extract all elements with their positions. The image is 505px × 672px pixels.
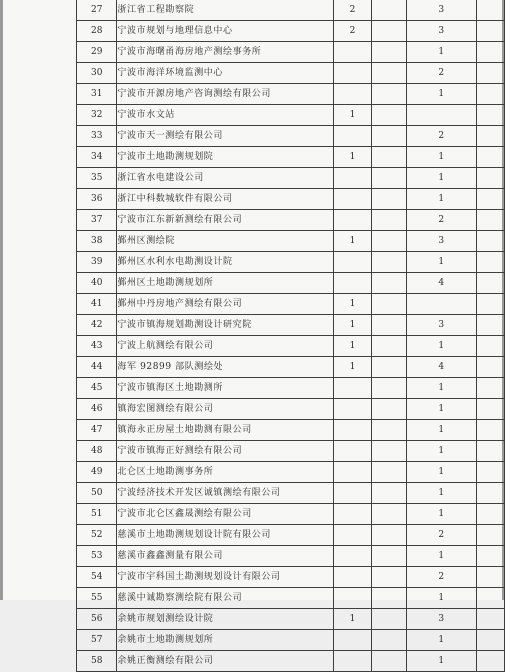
count-c: 4 — [406, 357, 476, 378]
row-number: 58 — [77, 651, 117, 672]
count-b — [371, 651, 406, 672]
count-a — [334, 63, 371, 84]
count-a: 1 — [334, 336, 371, 357]
count-a — [334, 252, 371, 273]
count-a: 1 — [334, 357, 371, 378]
count-d — [476, 378, 504, 399]
count-d — [476, 168, 504, 189]
row-number: 57 — [77, 630, 117, 651]
table-row — [77, 357, 505, 378]
unit-name: 余姚正衡测绘有限公司 — [117, 651, 334, 672]
table-row — [77, 315, 505, 336]
row-number: 49 — [77, 462, 117, 483]
table-row — [77, 504, 505, 525]
table-row — [77, 126, 505, 147]
count-c: 1 — [406, 483, 476, 504]
count-c: 1 — [406, 336, 476, 357]
row-number: 29 — [77, 42, 117, 63]
table-row — [77, 525, 505, 546]
table-row — [77, 42, 505, 63]
count-b — [371, 42, 406, 63]
table-row — [77, 399, 505, 420]
count-b — [371, 294, 406, 315]
count-d — [476, 651, 504, 672]
count-d — [476, 357, 504, 378]
count-c: 3 — [406, 231, 476, 252]
unit-name: 余姚市规划测绘设计院 — [117, 609, 334, 630]
count-a — [334, 420, 371, 441]
count-d — [476, 315, 504, 336]
count-b — [371, 504, 406, 525]
count-d — [476, 147, 504, 168]
unit-name: 慈溪市鑫鑫测量有限公司 — [117, 546, 334, 567]
table-row — [77, 546, 505, 567]
row-number: 36 — [77, 189, 117, 210]
table-row — [77, 84, 505, 105]
count-c: 2 — [406, 126, 476, 147]
count-d — [476, 504, 504, 525]
count-b — [371, 441, 406, 462]
table-row — [77, 588, 505, 609]
unit-name: 宁波市镇海正好测绘有限公司 — [117, 441, 334, 462]
count-b — [371, 546, 406, 567]
count-d — [476, 210, 504, 231]
row-number: 54 — [77, 567, 117, 588]
row-number: 33 — [77, 126, 117, 147]
row-number: 40 — [77, 273, 117, 294]
count-c: 1 — [406, 420, 476, 441]
count-c: 1 — [406, 588, 476, 609]
count-c: 1 — [406, 378, 476, 399]
count-a — [334, 441, 371, 462]
table-row — [77, 21, 505, 42]
unit-name: 海军 92899 部队测绘处 — [117, 357, 334, 378]
table-row — [77, 147, 505, 168]
row-number: 56 — [77, 609, 117, 630]
count-c: 1 — [406, 84, 476, 105]
unit-name: 鄞州区土地勘测规划所 — [117, 273, 334, 294]
count-b — [371, 21, 406, 42]
count-b — [371, 462, 406, 483]
count-b — [371, 378, 406, 399]
unit-name: 宁波市镇海区土地勘测所 — [117, 378, 334, 399]
count-b — [371, 63, 406, 84]
row-number: 32 — [77, 105, 117, 126]
count-c: 3 — [406, 0, 476, 21]
table-row — [77, 231, 505, 252]
table-row — [77, 273, 505, 294]
unit-name: 宁波市海洋环境监测中心 — [117, 63, 334, 84]
unit-name: 宁波市水文站 — [117, 105, 334, 126]
count-a — [334, 126, 371, 147]
unit-name: 宁波市宇科国土勘测规划设计有限公司 — [117, 567, 334, 588]
row-number: 55 — [77, 588, 117, 609]
count-b — [371, 420, 406, 441]
count-b — [371, 525, 406, 546]
count-a — [334, 504, 371, 525]
count-c: 1 — [406, 399, 476, 420]
count-c: 2 — [406, 210, 476, 231]
count-c: 1 — [406, 546, 476, 567]
count-d — [476, 609, 504, 630]
count-d — [476, 42, 504, 63]
row-number: 35 — [77, 168, 117, 189]
row-number: 51 — [77, 504, 117, 525]
count-d — [476, 252, 504, 273]
count-c: 1 — [406, 168, 476, 189]
count-d — [476, 483, 504, 504]
row-number: 46 — [77, 399, 117, 420]
unit-name: 宁波上航测绘有限公司 — [117, 336, 334, 357]
count-a — [334, 210, 371, 231]
unit-name: 宁波市江东新新测绘有限公司 — [117, 210, 334, 231]
table-row — [77, 63, 505, 84]
count-a: 1 — [334, 105, 371, 126]
count-d — [476, 630, 504, 651]
table-row — [77, 420, 505, 441]
table-row — [77, 189, 505, 210]
count-c — [406, 294, 476, 315]
count-d — [476, 399, 504, 420]
count-b — [371, 126, 406, 147]
row-number: 41 — [77, 294, 117, 315]
count-d — [476, 294, 504, 315]
count-d — [476, 21, 504, 42]
unit-name: 镇海宏图测绘有限公司 — [117, 399, 334, 420]
table-row — [77, 567, 505, 588]
count-a — [334, 168, 371, 189]
count-b — [371, 252, 406, 273]
count-c: 3 — [406, 21, 476, 42]
unit-name: 浙江省工程勘察院 — [117, 0, 334, 21]
table-row — [77, 609, 505, 630]
count-c: 4 — [406, 273, 476, 294]
table-row — [77, 105, 505, 126]
count-d — [476, 84, 504, 105]
count-a — [334, 525, 371, 546]
count-c: 3 — [406, 609, 476, 630]
count-a: 2 — [334, 21, 371, 42]
count-d — [476, 336, 504, 357]
unit-name: 余姚市土地勘测规划所 — [117, 630, 334, 651]
table-row — [77, 252, 505, 273]
page-left-border — [0, 0, 3, 600]
count-c: 2 — [406, 63, 476, 84]
row-number: 45 — [77, 378, 117, 399]
count-b — [371, 483, 406, 504]
count-a — [334, 84, 371, 105]
count-d — [476, 231, 504, 252]
count-a: 2 — [334, 0, 371, 21]
count-b — [371, 84, 406, 105]
count-d — [476, 126, 504, 147]
count-a — [334, 42, 371, 63]
count-d — [476, 588, 504, 609]
row-number: 50 — [77, 483, 117, 504]
table-row — [77, 336, 505, 357]
count-b — [371, 609, 406, 630]
row-number: 43 — [77, 336, 117, 357]
count-c: 1 — [406, 504, 476, 525]
count-d — [476, 189, 504, 210]
table-row — [77, 630, 505, 651]
count-a — [334, 630, 371, 651]
table-row — [77, 378, 505, 399]
count-b — [371, 0, 406, 21]
row-number: 38 — [77, 231, 117, 252]
count-a — [334, 399, 371, 420]
unit-name: 鄞州中丹房地产测绘有限公司 — [117, 294, 334, 315]
count-a — [334, 273, 371, 294]
count-c — [406, 105, 476, 126]
count-c: 2 — [406, 567, 476, 588]
row-number: 31 — [77, 84, 117, 105]
row-number: 44 — [77, 357, 117, 378]
count-b — [371, 147, 406, 168]
count-b — [371, 168, 406, 189]
count-c: 1 — [406, 252, 476, 273]
count-b — [371, 273, 406, 294]
count-b — [371, 588, 406, 609]
table-row — [77, 210, 505, 231]
unit-name: 浙江省水电建设公司 — [117, 168, 334, 189]
count-a: 1 — [334, 609, 371, 630]
row-number: 28 — [77, 21, 117, 42]
unit-table — [76, 0, 505, 672]
row-number: 53 — [77, 546, 117, 567]
count-c: 1 — [406, 189, 476, 210]
count-c: 1 — [406, 441, 476, 462]
row-number: 37 — [77, 210, 117, 231]
count-b — [371, 105, 406, 126]
count-c: 1 — [406, 462, 476, 483]
table-row — [77, 0, 505, 21]
row-number: 34 — [77, 147, 117, 168]
table-row — [77, 294, 505, 315]
unit-table-body — [77, 0, 505, 672]
table-row — [77, 483, 505, 504]
count-a: 1 — [334, 315, 371, 336]
count-c: 1 — [406, 651, 476, 672]
count-c: 1 — [406, 630, 476, 651]
table-row — [77, 651, 505, 672]
count-c: 3 — [406, 315, 476, 336]
count-c: 1 — [406, 147, 476, 168]
count-a — [334, 462, 371, 483]
unit-name: 慈溪市土地勘测规划设计院有限公司 — [117, 525, 334, 546]
unit-name: 宁波市规划与地理信息中心 — [117, 21, 334, 42]
count-d — [476, 0, 504, 21]
row-number: 39 — [77, 252, 117, 273]
unit-name: 宁波市北仑区鑫晟测绘有限公司 — [117, 504, 334, 525]
count-b — [371, 315, 406, 336]
unit-name: 宁波市镇海规划勘测设计研究院 — [117, 315, 334, 336]
table-row — [77, 168, 505, 189]
unit-name: 鄞州区测绘院 — [117, 231, 334, 252]
count-b — [371, 210, 406, 231]
unit-name: 宁波市海曙甬海房地产测绘事务所 — [117, 42, 334, 63]
count-b — [371, 336, 406, 357]
count-d — [476, 273, 504, 294]
count-d — [476, 105, 504, 126]
count-d — [476, 525, 504, 546]
unit-name: 宁波市天一测绘有限公司 — [117, 126, 334, 147]
count-a — [334, 546, 371, 567]
count-d — [476, 546, 504, 567]
table-row — [77, 462, 505, 483]
row-number: 42 — [77, 315, 117, 336]
unit-name: 浙江中科数城软件有限公司 — [117, 189, 334, 210]
unit-name: 鄞州区水利水电勘测设计院 — [117, 252, 334, 273]
row-number: 47 — [77, 420, 117, 441]
unit-name: 宁波市土地勘测规划院 — [117, 147, 334, 168]
count-d — [476, 63, 504, 84]
count-a — [334, 651, 371, 672]
unit-name: 慈溪中诚勘察测绘院有限公司 — [117, 588, 334, 609]
count-b — [371, 189, 406, 210]
count-a: 1 — [334, 294, 371, 315]
row-number: 48 — [77, 441, 117, 462]
unit-name: 宁波市开源房地产咨询测绘有限公司 — [117, 84, 334, 105]
count-b — [371, 630, 406, 651]
count-a — [334, 483, 371, 504]
count-d — [476, 420, 504, 441]
count-d — [476, 462, 504, 483]
count-b — [371, 357, 406, 378]
row-number: 27 — [77, 0, 117, 21]
count-b — [371, 231, 406, 252]
count-b — [371, 567, 406, 588]
unit-name: 宁波经济技术开发区诚镇测绘有限公司 — [117, 483, 334, 504]
count-c: 1 — [406, 42, 476, 63]
count-a — [334, 189, 371, 210]
count-a: 1 — [334, 147, 371, 168]
table-row — [77, 441, 505, 462]
unit-name: 镇海永正房屋土地勘测有限公司 — [117, 420, 334, 441]
row-number: 52 — [77, 525, 117, 546]
count-d — [476, 441, 504, 462]
count-d — [476, 567, 504, 588]
count-a: 1 — [334, 231, 371, 252]
count-a — [334, 567, 371, 588]
count-b — [371, 399, 406, 420]
count-a — [334, 588, 371, 609]
count-c: 2 — [406, 525, 476, 546]
count-a — [334, 378, 371, 399]
row-number: 30 — [77, 63, 117, 84]
unit-name: 北仑区土地勘测事务所 — [117, 462, 334, 483]
